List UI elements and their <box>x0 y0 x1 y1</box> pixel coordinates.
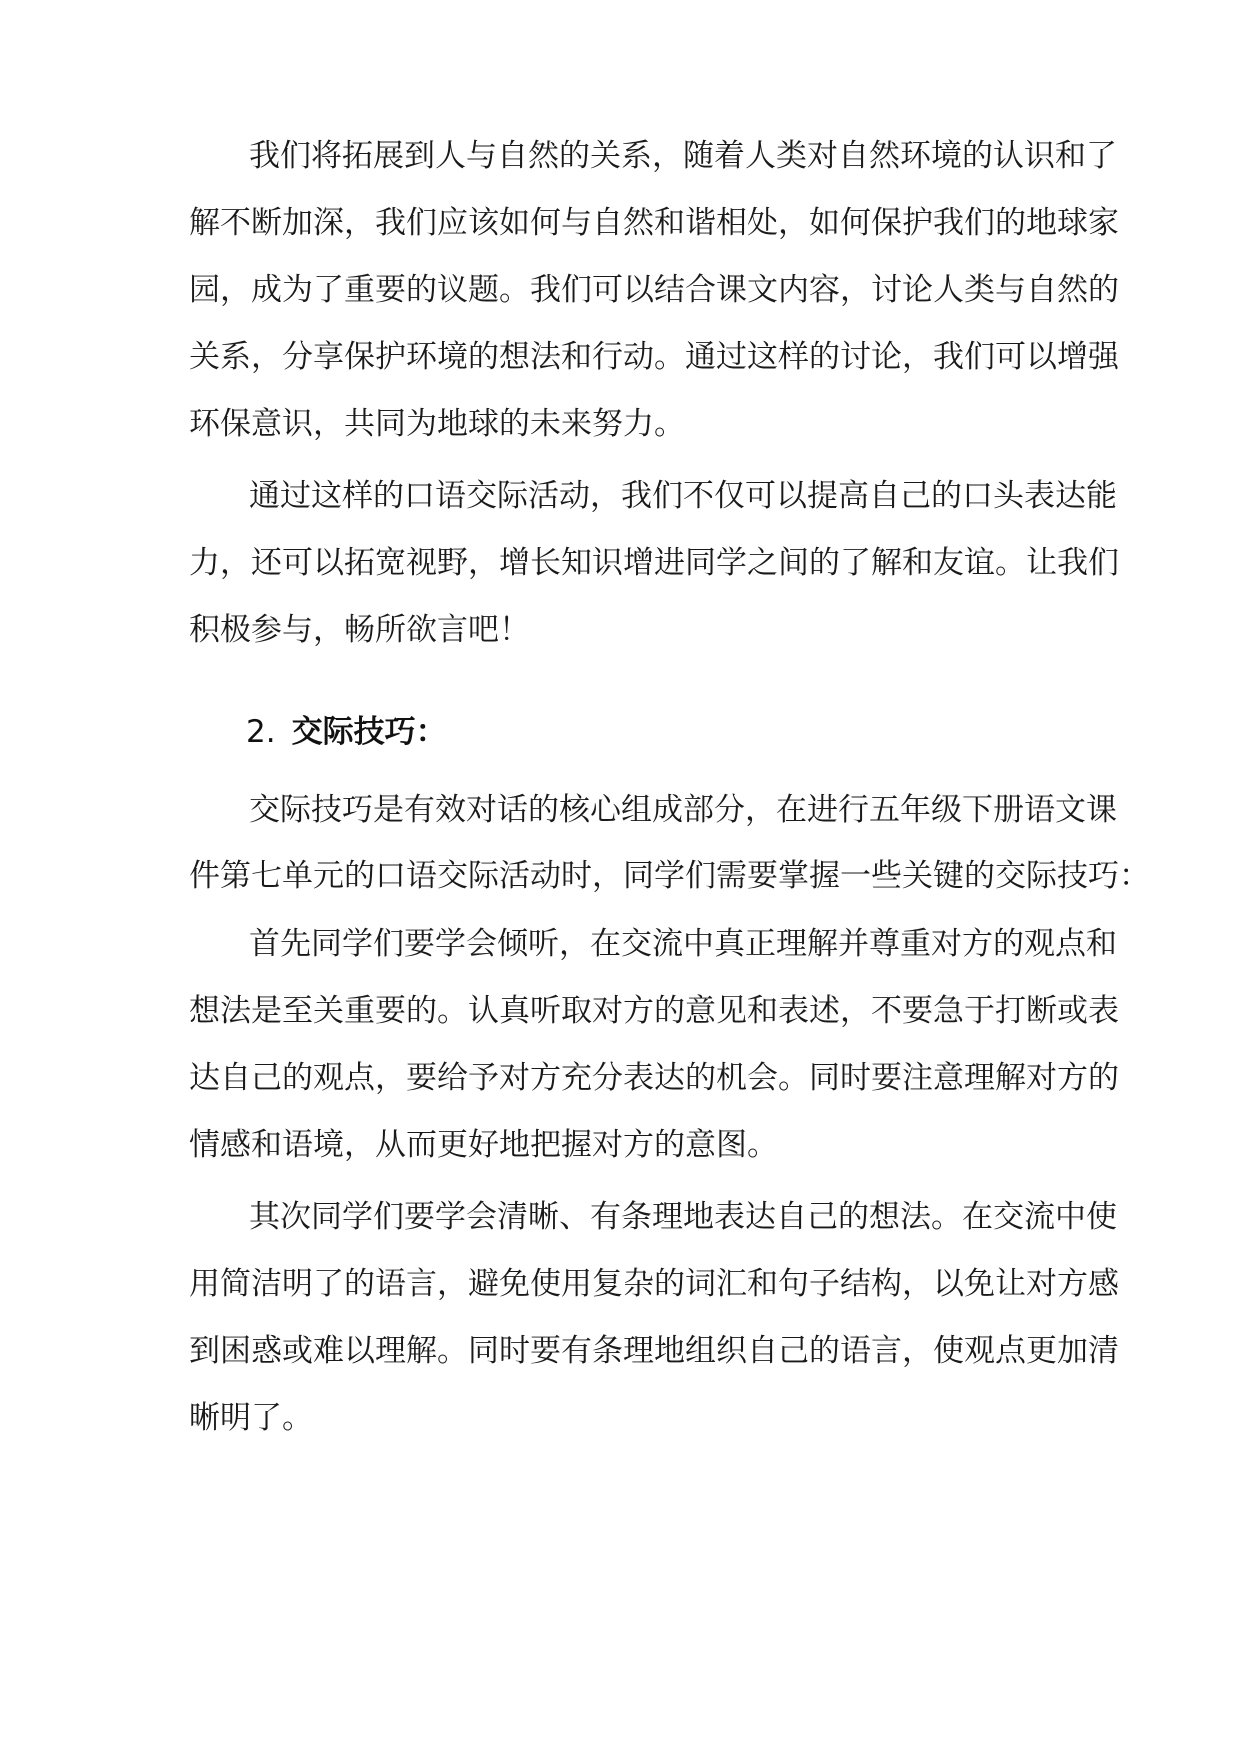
paragraph-1-line-4: 关系，分享保护环境的想法和行动。通过这样的讨论，我们可以增强 <box>189 339 1119 375</box>
paragraph-5-line-2: 用简洁明了的语言，避免使用复杂的词汇和句子结构，以免让对方感 <box>189 1266 1119 1302</box>
section-number: 2. <box>246 714 276 750</box>
paragraph-1-line-5: 环保意识，共同为地球的未来努力。 <box>189 406 685 442</box>
paragraph-5-line-3: 到困惑或难以理解。同时要有条理地组织自己的语言，使观点更加清 <box>189 1333 1119 1369</box>
section-heading <box>246 712 447 752</box>
paragraph-2-line-1: 通过这样的口语交际活动，我们不仅可以提高自己的口头表达能 <box>249 478 1117 514</box>
paragraph-1-line-1: 我们将拓展到人与自然的关系，随着人类对自然环境的认识和了 <box>249 138 1117 174</box>
paragraph-4-line-2: 想法是至关重要的。认真听取对方的意见和表述，不要急于打断或表 <box>189 993 1119 1029</box>
paragraph-3-line-1: 交际技巧是有效对话的核心组成部分，在进行五年级下册语文课 <box>249 792 1117 828</box>
paragraph-4-line-4: 情感和语境，从而更好地把握对方的意图。 <box>189 1127 778 1163</box>
paragraph-5-line-4: 晰明了。 <box>189 1400 313 1436</box>
section-title: 交际技巧： <box>291 714 447 750</box>
paragraph-1-line-2: 解不断加深，我们应该如何与自然和谐相处，如何保护我们的地球家 <box>189 205 1119 241</box>
paragraph-2-line-2: 力，还可以拓宽视野，增长知识增进同学之间的了解和友谊。让我们 <box>189 545 1119 581</box>
paragraph-4-line-1: 首先同学们要学会倾听，在交流中真正理解并尊重对方的观点和 <box>249 926 1117 962</box>
paragraph-2-line-3: 积极参与，畅所欲言吧！ <box>189 612 530 648</box>
paragraph-3-line-2: 件第七单元的口语交际活动时，同学们需要掌握一些关键的交际技巧： <box>189 858 1150 894</box>
paragraph-4-line-3: 达自己的观点，要给予对方充分表达的机会。同时要注意理解对方的 <box>189 1060 1119 1096</box>
paragraph-5-line-1: 其次同学们要学会清晰、有条理地表达自己的想法。在交流中使 <box>249 1199 1117 1235</box>
paragraph-1-line-3: 园，成为了重要的议题。我们可以结合课文内容，讨论人类与自然的 <box>189 272 1119 308</box>
